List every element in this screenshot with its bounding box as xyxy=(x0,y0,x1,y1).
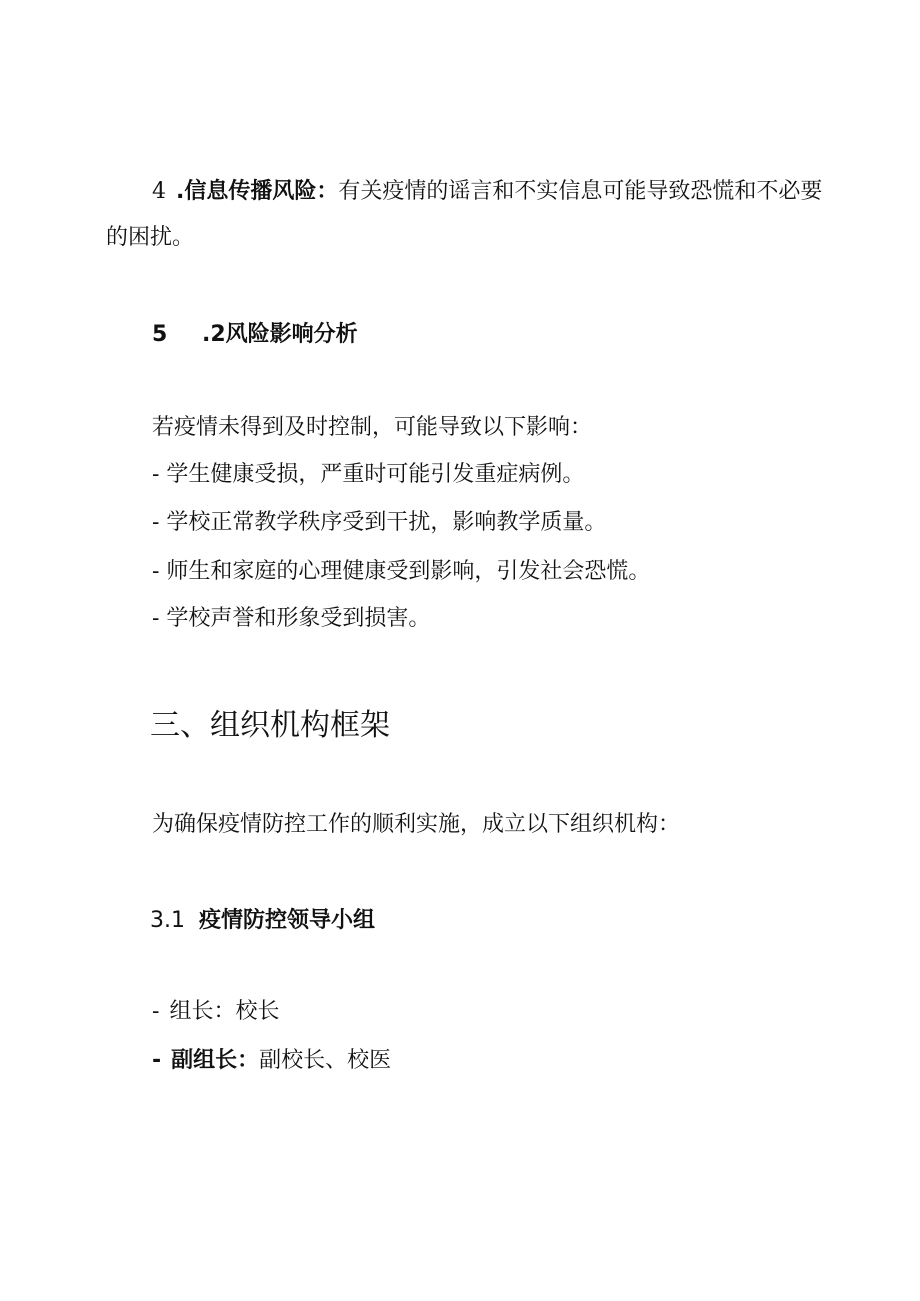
impact-list-item: - 师生和家庭的心理健康受到影响，引发社会恐慌。 xyxy=(152,559,651,584)
risk-item-4 xyxy=(152,181,822,203)
risk-item-4-number: 4 xyxy=(152,179,166,204)
subsection-5-2-number: 5 xyxy=(152,322,168,347)
subsection-3-1-number: 3.1 xyxy=(150,908,185,933)
impact-list-item: - 学校声誉和形象受到损害。 xyxy=(152,606,431,631)
impact-intro: 若疫情未得到及时控制，可能导致以下影响： xyxy=(152,415,593,440)
team-leader xyxy=(152,1001,279,1023)
subsection-5-2-title: .2风险影响分析 xyxy=(202,322,358,347)
team-deputy xyxy=(152,1050,391,1072)
section-3-heading: 三、组织机构框架 xyxy=(150,708,390,743)
subsection-3-1-title: 疫情防控领导小组 xyxy=(199,908,376,933)
team-leader-dash: - xyxy=(152,999,160,1024)
team-leader-text: 组长：校长 xyxy=(169,999,280,1024)
team-deputy-dash: - xyxy=(152,1048,162,1073)
impact-list-item: - 学校正常教学秩序受到干扰，影响教学质量。 xyxy=(152,510,607,535)
subsection-5-2-heading xyxy=(152,324,358,346)
section-3-intro: 为确保疫情防控工作的顺利实施，成立以下组织机构： xyxy=(152,812,681,837)
team-deputy-value: 副校长、校医 xyxy=(259,1048,392,1073)
impact-list-item: - 学生健康受损，严重时可能引发重症病例。 xyxy=(152,462,585,487)
risk-item-4-label: .信息传播风险： xyxy=(176,179,339,204)
subsection-3-1-heading xyxy=(150,910,375,932)
risk-item-4-continuation: 的困扰。 xyxy=(106,225,195,250)
team-deputy-label: 副组长： xyxy=(171,1048,260,1073)
risk-item-4-text: 有关疫情的谣言和不实信息可能导致恐慌和不必要 xyxy=(338,179,823,204)
